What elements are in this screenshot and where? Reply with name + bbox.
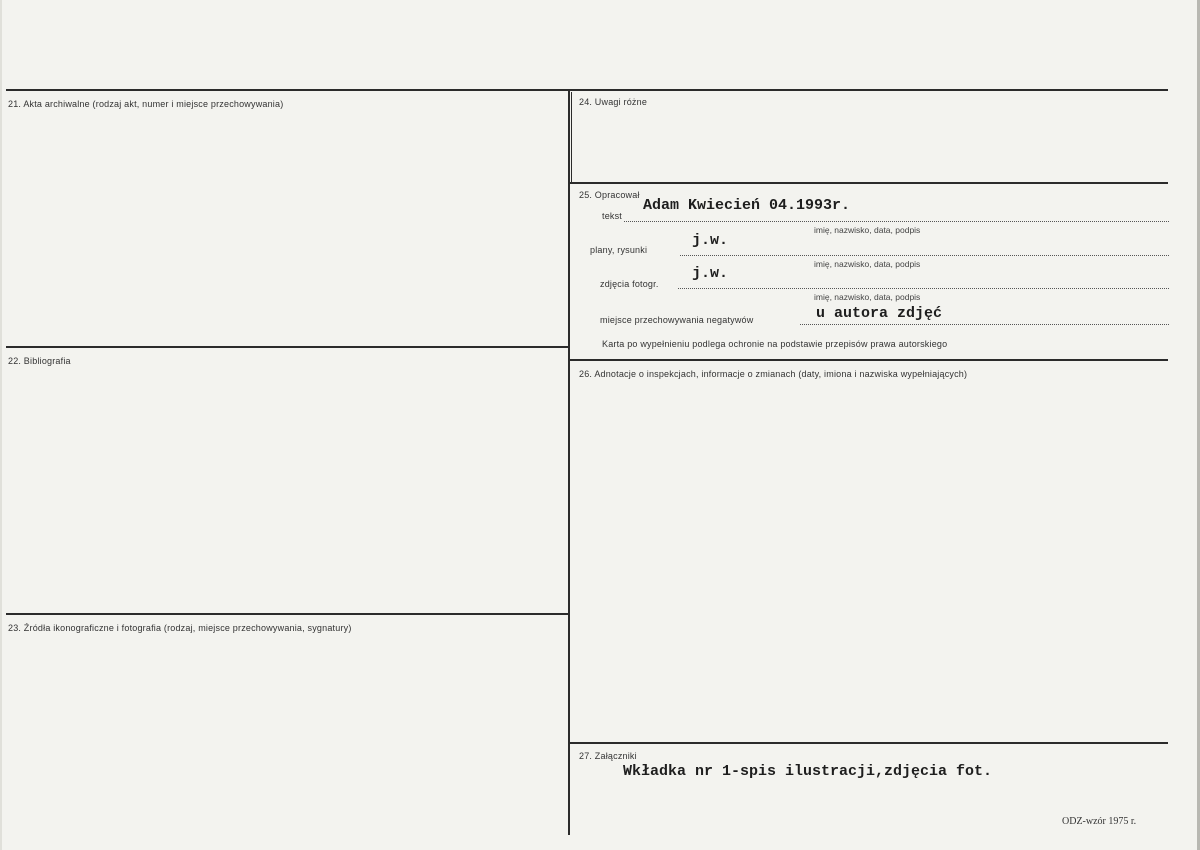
section-25-rule (569, 182, 1168, 184)
section-27-rule (569, 742, 1168, 744)
tekst-label: tekst (602, 211, 623, 221)
plany-caption: imię, nazwisko, data, podpis (814, 259, 921, 269)
zdjecia-label: zdjęcia fotogr. (600, 279, 659, 289)
section-22-label: 22. Bibliografia (8, 356, 71, 366)
section-24-tick (571, 92, 572, 182)
section-23-rule (6, 613, 569, 615)
plany-label: plany, rysunki (590, 245, 648, 255)
section-21-label: 21. Akta archiwalne (rodzaj akt, numer i miejsce przechowywania) (8, 99, 284, 109)
zdjecia-line (678, 288, 1169, 289)
negatywy-label: miejsce przechowywania negatywów (600, 315, 754, 325)
zdjecia-caption: imię, nazwisko, data, podpis (814, 292, 921, 302)
zdjecia-value: j.w. (692, 265, 729, 282)
section-22-rule (6, 346, 569, 348)
form-footer: ODZ-wzór 1975 r. (1062, 816, 1137, 827)
tekst-caption: imię, nazwisko, data, podpis (814, 225, 921, 235)
section-23-label: 23. Źródła ikonograficzne i fotografia (rodzaj, miejsce przechowywania, sygnatury) (8, 623, 352, 633)
copyright-notice: Karta po wypełnieniu podlega ochronie na podstawie przepisów prawa autorskiego (602, 339, 948, 349)
negatywy-line (800, 324, 1169, 325)
tekst-line (624, 221, 1169, 222)
column-divider (568, 89, 570, 835)
section-26-label: 26. Adnotacje o inspekcjach, informacje o zmianach (daty, imiona i nazwiska wypełniających) (579, 369, 968, 379)
section-25-label: 25. Opracował (579, 190, 640, 200)
top-rule (6, 89, 1168, 91)
plany-value: j.w. (692, 232, 729, 249)
section-24-label: 24. Uwagi różne (579, 97, 648, 107)
negatywy-value: u autora zdjęć (816, 305, 943, 322)
section-26-rule (569, 359, 1168, 361)
plany-line (680, 255, 1169, 256)
tekst-value: Adam Kwiecień 04.1993r. (643, 197, 851, 214)
section-27-label: 27. Załączniki (579, 751, 637, 761)
section-27-value: Wkładka nr 1-spis ilustracji,zdjęcia fot. (623, 763, 993, 780)
